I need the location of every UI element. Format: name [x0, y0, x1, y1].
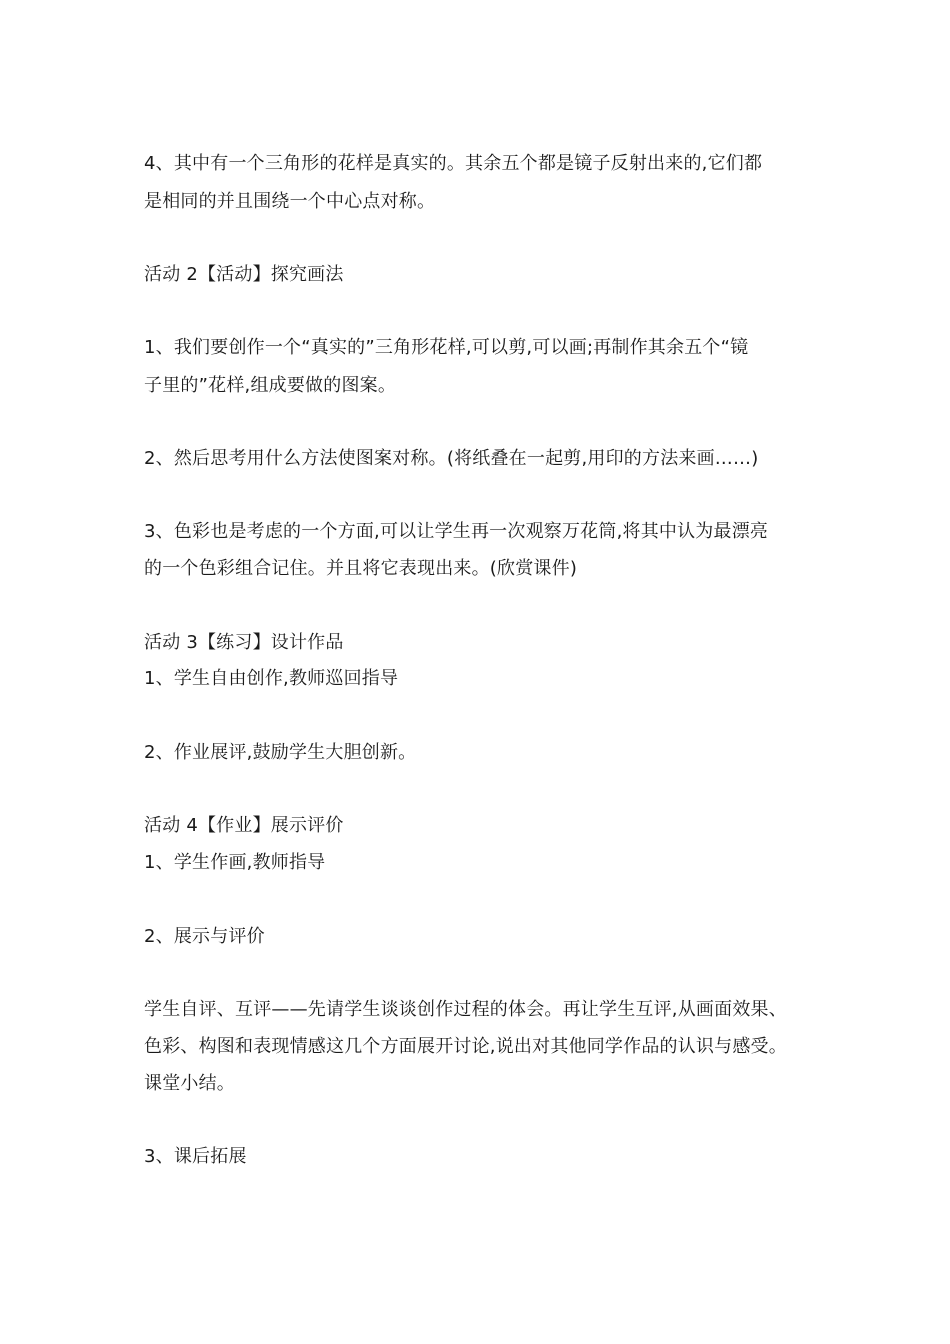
paragraph-line: 色彩、构图和表现情感这几个方面展开讨论,说出对其他同学作品的认识与感受。 — [144, 1036, 787, 1057]
paragraph-line: 3、色彩也是考虑的一个方面,可以让学生再一次观察万花筒,将其中认为最漂亮 — [144, 521, 769, 542]
paragraph-line: 2、然后思考用什么方法使图案对称。(将纸叠在一起剪,用印的方法来画……) — [144, 448, 759, 469]
paragraph-line: 1、学生自由创作,教师巡回指导 — [144, 668, 399, 689]
paragraph-line: 2、展示与评价 — [144, 926, 265, 947]
section-heading: 活动 4【作业】展示评价 — [144, 815, 344, 836]
paragraph-line: 课堂小结。 — [144, 1073, 235, 1094]
paragraph-line: 是相同的并且围绕一个中心点对称。 — [144, 191, 436, 212]
section-heading: 活动 2【活动】探究画法 — [144, 264, 344, 285]
paragraph-line: 1、我们要创作一个“真实的”三角形花样,可以剪,可以画;再制作其余五个“镜 — [144, 337, 749, 358]
paragraph-line: 2、作业展评,鼓励学生大胆创新。 — [144, 742, 417, 763]
paragraph-line: 的一个色彩组合记住。并且将它表现出来。(欣赏课件) — [144, 558, 578, 579]
section-heading: 活动 3【练习】设计作品 — [144, 632, 344, 653]
paragraph-line: 学生自评、互评——先请学生谈谈创作过程的体会。再让学生互评,从画面效果、 — [144, 999, 787, 1020]
paragraph-line: 子里的”花样,组成要做的图案。 — [144, 375, 397, 396]
paragraph-line: 4、其中有一个三角形的花样是真实的。其余五个都是镜子反射出来的,它们都 — [144, 153, 763, 174]
paragraph-line: 1、学生作画,教师指导 — [144, 852, 326, 873]
paragraph-line: 3、课后拓展 — [144, 1146, 247, 1167]
